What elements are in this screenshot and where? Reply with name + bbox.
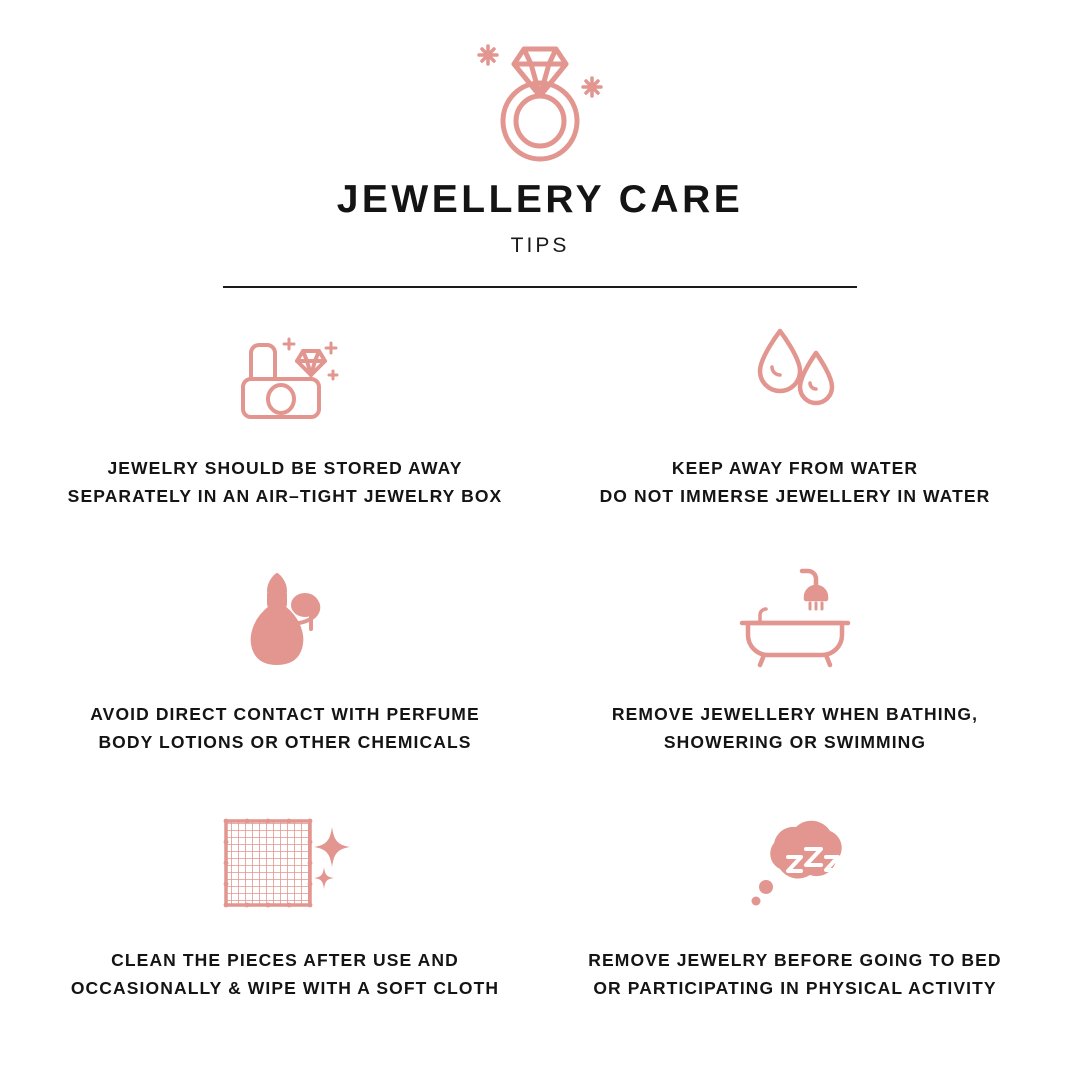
page-title: JEWELLERY CARE <box>336 178 744 221</box>
tip-line: REMOVE JEWELRY BEFORE GOING TO BED <box>588 950 1002 970</box>
tip-item <box>40 314 530 560</box>
tip-line: OR PARTICIPATING IN PHYSICAL ACTIVITY <box>593 978 997 999</box>
tip-line: REMOVE JEWELLERY WHEN BATHING, <box>611 704 979 724</box>
tip-text <box>600 454 991 511</box>
tip-item <box>40 806 530 1052</box>
tip-line: JEWELRY SHOULD BE STORED AWAY <box>107 458 463 478</box>
header <box>0 0 1080 288</box>
bathtub-shower-icon <box>730 560 860 678</box>
diamond-ring-icon <box>440 16 640 166</box>
tip-line: SHOWERING OR SWIMMING <box>663 732 927 753</box>
perfume-bottle-icon <box>225 560 345 678</box>
tip-line: SEPARATELY IN AN AIR–TIGHT JEWELRY BOX <box>67 486 503 507</box>
tip-line: CLEAN THE PIECES AFTER USE AND <box>111 950 459 970</box>
tip-line: AVOID DIRECT CONTACT WITH PERFUME <box>90 704 480 724</box>
tip-item <box>550 806 1040 1052</box>
tip-text <box>90 700 480 757</box>
tip-text <box>71 946 499 1003</box>
header-divider <box>223 286 857 288</box>
tip-item <box>550 314 1040 560</box>
tip-line: KEEP AWAY FROM WATER <box>671 458 919 478</box>
tip-line: BODY LOTIONS OR OTHER CHEMICALS <box>98 732 472 753</box>
tips-grid <box>40 314 1040 1052</box>
tip-line: DO NOT IMMERSE JEWELLERY IN WATER <box>599 486 991 507</box>
tip-item <box>550 560 1040 806</box>
tip-text <box>588 946 1001 1003</box>
tip-item <box>40 560 530 806</box>
jewelry-box-with-ring-icon <box>221 314 349 432</box>
sleep-zzz-cloud-icon <box>730 806 860 924</box>
tip-line: OCCASIONALLY & WIPE WITH A SOFT CLOTH <box>70 978 500 999</box>
page-subtitle: TIPS <box>510 234 570 257</box>
tip-text <box>68 454 503 511</box>
tip-text <box>612 700 978 757</box>
polishing-cloth-sparkle-icon <box>210 806 360 924</box>
water-droplets-icon <box>740 314 850 432</box>
